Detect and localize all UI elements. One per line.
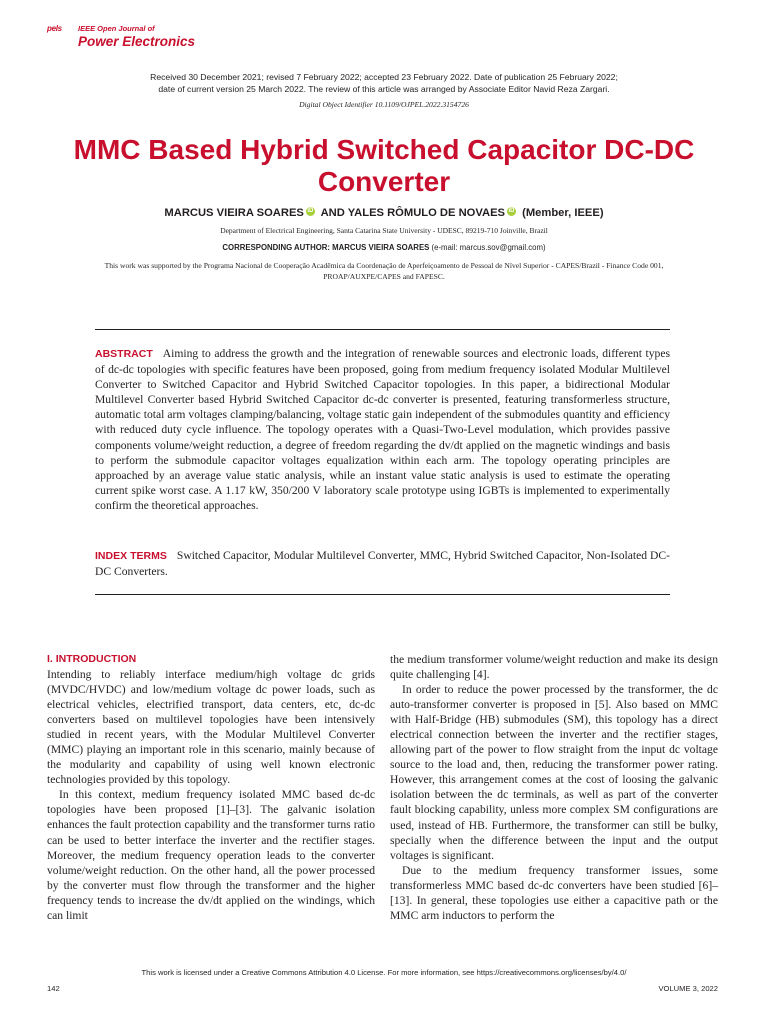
pels-logo: pels bbox=[47, 24, 62, 33]
author-1: MARCUS VIEIRA SOARES bbox=[164, 207, 304, 219]
paragraph: Due to the medium frequency transformer issues, some transformerless MMC based dc-dc converters have been studied [6]–[13]. In general, these topologies use either a capacitive path or the MMC arm inductors to perform the bbox=[390, 863, 718, 922]
paragraph: In this context, medium frequency isolated MMC based dc-dc topologies have been proposed [1]–[3]. The galvanic isolation enhances the fault protection capability and the transformer turns ratio can be used to better interface the inverter and the rectifier stages. Moreover, the medium frequency operation leads to the converter volume/weight reduction. On the other hand, all the power processed by the converter must flow through the transformer and the higher frequency tends to increase the dv/dt applied on the windings, which can limit bbox=[47, 788, 375, 922]
journal-subtitle: IEEE Open Journal of bbox=[78, 24, 155, 33]
index-terms-label: INDEX TERMS bbox=[95, 550, 167, 562]
index-terms-text: Switched Capacitor, Modular Multilevel Converter, MMC, Hybrid Switched Capacitor, Non-Isolated DC-DC Converters. bbox=[95, 549, 671, 579]
page-number: 142 bbox=[47, 984, 60, 993]
paragraph: Intending to reliably interface medium/high voltage dc grids (MVDC/HVDC) and low/medium voltage dc power loads, such as electrical vehicles, electrified transport, data centers, etc, dc-dc converters based on multilevel topologies have been intensively studied in recent years, with the Modular Multilevel Converter (MMC) playing an important role in this scenario, mainly because of the modularity and capability of using well known electronic technologies provided by this topology. bbox=[47, 668, 375, 787]
paper-title: MMC Based Hybrid Switched Capacitor DC-DC Converter bbox=[73, 134, 695, 197]
corresponding-email: (e-mail: marcus.sov@gmail.com) bbox=[431, 243, 546, 252]
paragraph: the medium transformer volume/weight reduction and make its design quite challenging [4]. bbox=[390, 653, 718, 682]
paragraph: In order to reduce the power processed by the transformer, the dc auto-transformer converter is proposed in [5]. Also based on MMC with Half-Bridge (HB) submodules (SM), this topology has a direct electrical connection between the inverter and the rectifier stages, allowing part of the power to flow straight from the input dc voltage source to the load and, then, reducing the transformer power rating. However, this arrangement comes at the cost of loosing the galvanic isolation between the dc terminals, as well as part of the converter fault blocking capability, unless more complex SM configurations are used, instead of HB. Furthermore, the transformer can still be bulky, specially when the difference between the input and the output voltages is significant. bbox=[390, 683, 718, 862]
author-2-membership: (Member, IEEE) bbox=[522, 207, 604, 219]
index-terms bbox=[95, 548, 670, 579]
section-heading: I. INTRODUCTION bbox=[47, 653, 137, 665]
divider bbox=[95, 329, 670, 330]
affiliation: Department of Electrical Engineering, Santa Catarina State University - UDESC, 89219-710 Joinville, Brazil bbox=[220, 226, 548, 235]
corresponding-label: CORRESPONDING AUTHOR: MARCUS VIEIRA SOARES bbox=[222, 243, 430, 252]
funding-note: This work was supported by the Programa Nacional de Cooperação Acadêmica da Coordenação de Aperfeiçoamento de Pessoal de Nível Superior - CAPES/Brazil - Finance Code 001, PROAP/AUXPE/CAPES and FAPESC. bbox=[104, 261, 664, 281]
received-line-2: date of current version 25 March 2022. The review of this article was arranged by Associate Editor Navid Reza Zargari. bbox=[158, 84, 610, 94]
abstract-label: ABSTRACT bbox=[95, 348, 153, 360]
abstract-text: Aiming to address the growth and the integration of renewable sources and electronic loads, different types of dc-dc topologies with specific features have been proposed, going from medium frequency isolated Modular Multilevel Converter to Switched Capacitor and Hybrid Switched Capacitor topologies. In this paper, a bidirectional Modular Multilevel Converter based Hybrid Switched Capacitor dc-dc converter is presented, featuring transformerless structure, automatic total arm voltages clamping/balancing, voltage static gain independent of the submodules quantity and efficiency with reduced duty cycle influence. The topology operates with a Quasi-Two-Level modulation, which provides passive components volume/weight reduction, a degree of freedom regarding the dv/dt applied on the magnetic windings and basis to perform the submodule capacitor voltages equalization within each arm. The topology operating principles are approached by an average value static analysis, while an instant value static analysis is used to estimate the operating current spike worst case. A 1.17 kW, 350/200 V laboratory scale prototype using IGBTs is implemented to experimentally confirm the theoretical approaches. bbox=[95, 347, 670, 512]
author-2: AND YALES RÔMULO DE NOVAES bbox=[320, 207, 505, 219]
authors bbox=[0, 207, 768, 219]
received-dates bbox=[84, 71, 684, 95]
volume-label: VOLUME 3, 2022 bbox=[658, 984, 718, 993]
divider bbox=[95, 594, 670, 595]
orcid-icon[interactable]: iD bbox=[508, 208, 515, 214]
license-note: This work is licensed under a Creative Commons Attribution 4.0 License. For more information, see https://creativecommons.org/licenses/by/4.0/ bbox=[141, 968, 627, 977]
orcid-icon[interactable]: iD bbox=[307, 208, 314, 214]
received-line-1: Received 30 December 2021; revised 7 February 2022; accepted 23 February 2022. Date of publication 25 February 2022; bbox=[150, 72, 618, 82]
abstract bbox=[95, 346, 670, 513]
right-column bbox=[390, 652, 718, 923]
left-column bbox=[47, 652, 375, 923]
corresponding-author bbox=[0, 243, 768, 252]
doi: Digital Object Identifier 10.1109/OJPEL.2022.3154726 bbox=[299, 100, 469, 109]
journal-name: Power Electronics bbox=[78, 34, 196, 49]
